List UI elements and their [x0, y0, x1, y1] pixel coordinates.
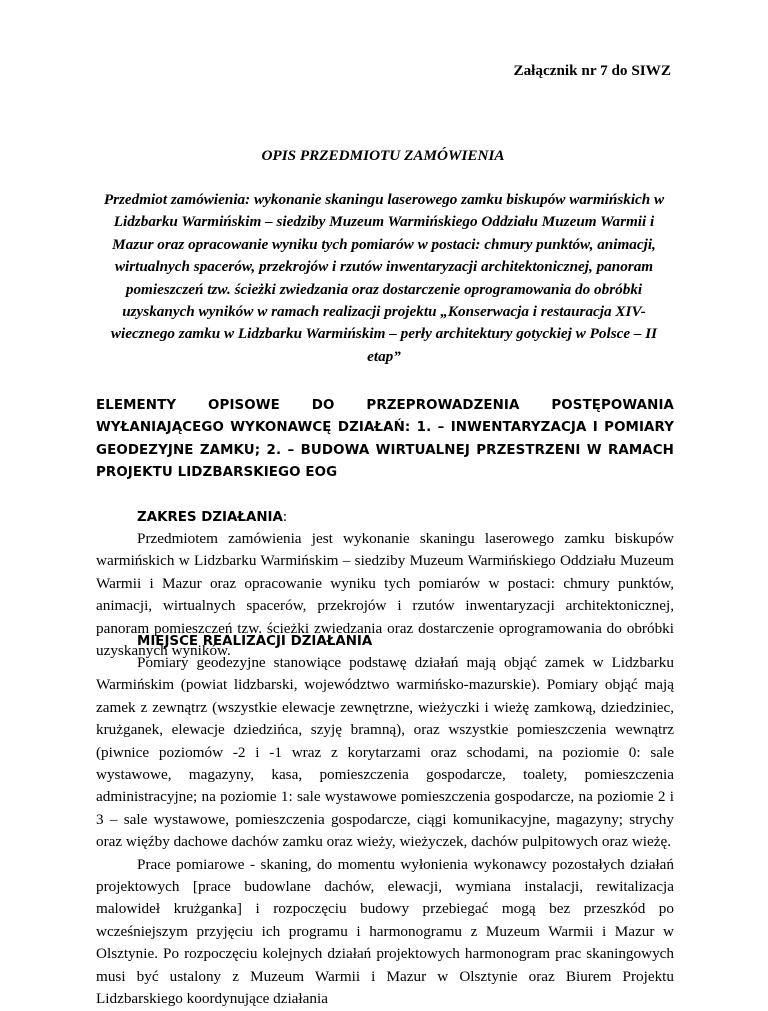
section-heading: ELEMENTY OPISOWE DO PRZEPROWADZENIA POSTĘPOWANIA WYŁANIAJĄCEGO WYKONAWCĘ DZIAŁAŃ: 1. – INWENTARYZACJA I POMIARY GEODEZYJNE ZAMKU; 2. – BUDOWA WIRTUALNEJ PRZESTRZENI W RAMACH PROJEKTU LIDZBARSKIEGO EOG	[96, 398, 674, 480]
place-section	[96, 630, 674, 1011]
document-title: OPIS PRZEDMIOTU ZAMÓWIENIA	[261, 147, 505, 164]
annex-label: Załącznik nr 7 do SIWZ	[513, 62, 671, 79]
scope-label: ZAKRES DZIAŁANIA	[137, 510, 283, 525]
place-label-line	[96, 630, 674, 652]
scope-paragraph: Przedmiotem zamówienia jest wykonanie skaningu laserowego zamku biskupów warmińskich w Lidzbarku Warmińskim – siedziby Muzeum Warmińskiego Oddziału Muzeum Warmii i Mazur oraz opracowanie wyniku tych pomiarów w postaci: chmury punktów, animacji, wirtualnych spacerów, przekrojów i rzutów inwentaryzacji architektonicznej, panoram pomieszczeń tzw. ścieżki zwiedzania oraz dostarczenie oprogramowania do obróbki uzyskanych wyników.	[96, 530, 674, 660]
scope-label-line	[96, 506, 674, 528]
place-paragraph: Pomiary geodezyjne stanowiące podstawę działań mają objąć zamek w Lidzbarku Warmińskim (powiat lidzbarski, województwo warmińsko-mazurskie). Pomiary objąć mają zamek z zewnątrz (wszystkie elewacje zewnętrzne, wieżyczki i wieżę zamkową, dziedziniec, krużganek, elewacje dziedzińca, szyję bramną), oraz wszystkie pomieszczenia wewnątrz (piwnice poziomów -2 i -1 wraz z korytarzami oraz schodami, na poziomie 0: sale wystawowe, magazyny, kasa, pomieszczenia gospodarcze, toalety, pomieszczenia administracyjne; na poziomie 1: sale wystawowe pomieszczenia gospodarcze, na poziomie 2 i 3 – sale wystawowe, pomieszczenia gospodarcze, ciągi komunikacyjne, magazyny; strychy oraz więźby dachowe dachów zamku oraz wieży, wieżyczek, dachów pulpitowych oraz wieżę.	[96, 654, 674, 851]
place-label: MIEJSCE REALIZACJI DZIAŁANIA	[137, 634, 373, 649]
place-paragraph: Prace pomiarowe - skaning, do momentu wyłonienia wykonawcy pozostałych działań projektowych [prace budowlane dachów, elewacji, wymiana instalacji, rewitalizacja malowideł krużganka] i rozpoczęciu budowy przebiegać mogą bez przeszkód po wcześniejszym przyjęciu ich programu i harmonogramu z Muzeum Warmii i Mazur w Olsztynie. Po rozpoczęciu kolejnych działań projektowych harmonogram prac skaningowych musi być ustalony z Muzeum Warmii i Mazur w Olsztynie oraz Biurem Projektu Lidzbarskiego koordynujące działania	[96, 855, 674, 1008]
scope-label-colon: :	[282, 508, 288, 525]
subject-of-order: Przedmiot zamówienia: wykonanie skaningu laserowego zamku biskupów warmińskich w Lidzbarku Warmińskim – siedziby Muzeum Warmińskiego Oddziału Muzeum Warmii i Mazur oraz opracowanie wyniku tych pomiarów w postaci: chmury punktów, animacji, wirtualnych spacerów, przekrojów i rzutów inwentaryzacji architektonicznej, panoram pomieszczeń tzw. ścieżki zwiedzania oraz dostarczenie oprogramowania do obróbki uzyskanych wyników w ramach realizacji projektu „Konserwacja i restauracja XIV-wiecznego zamku w Lidzbarku Warmińskim – perły architektury gotyckiej w Polsce – II etap”	[103, 191, 665, 365]
